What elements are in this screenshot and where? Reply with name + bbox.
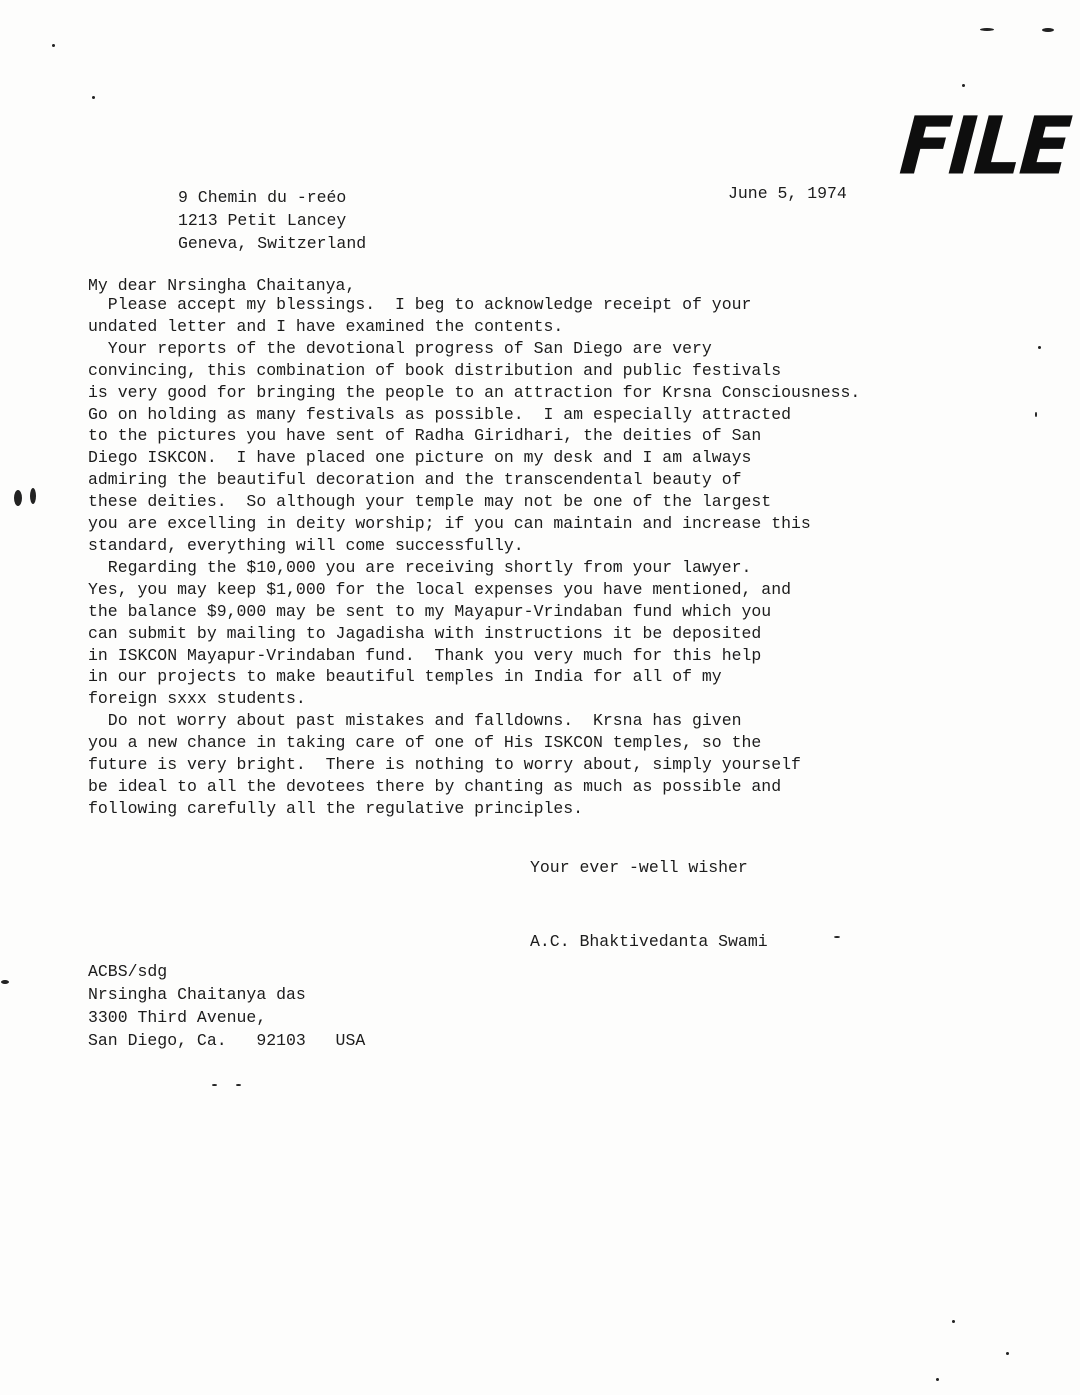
letter-date: June 5, 1974 — [728, 184, 847, 203]
scan-speck — [1035, 412, 1037, 417]
scan-speck — [30, 488, 36, 504]
body-line: foreign sxxx students. — [88, 689, 306, 709]
body-line: to the pictures you have sent of Radha Giridhari, the deities of San — [88, 426, 762, 446]
scan-speck — [980, 28, 994, 31]
body-line: Yes, you may keep $1,000 for the local expenses you have mentioned, and — [88, 579, 792, 599]
scan-speck — [952, 1320, 955, 1323]
address-line: 1213 Petit Lancey — [178, 211, 347, 230]
scan-speck — [962, 84, 965, 87]
body-line: these deities. So although your temple may not be one of the largest — [88, 492, 772, 512]
scan-speck — [14, 490, 22, 506]
body-line: can submit by mailing to Jagadisha with instructions it be deposited — [88, 623, 762, 643]
body-line: is very good for bringing the people to an attraction for Krsna Consciousness. — [88, 382, 861, 402]
body-line: in our projects to make beautiful temples in India for all of my — [88, 667, 722, 687]
scan-speck — [1006, 1352, 1009, 1355]
scan-speck — [936, 1378, 939, 1381]
body-line: convincing, this combination of book distribution and public festivals — [88, 360, 782, 380]
signature: A.C. Bhaktivedanta Swami — [530, 932, 768, 951]
body-line: Diego ISKCON. I have placed one picture on my desk and I am always — [88, 448, 752, 468]
file-stamp: FILE — [896, 98, 1072, 193]
body-line: in ISKCON Mayapur-Vrindaban fund. Thank you very much for this help — [88, 645, 762, 665]
body-line: you are excelling in deity worship; if you can maintain and increase this — [88, 514, 811, 534]
body-line: Regarding the $10,000 you are receiving shortly from your lawyer. — [88, 557, 752, 577]
reference-initials: ACBS/sdg — [88, 962, 168, 981]
recipient-name: Nrsingha Chaitanya das — [88, 985, 306, 1004]
body-line: Do not worry about past mistakes and falldowns. Krsna has given — [88, 711, 742, 731]
salutation: My dear Nrsingha Chaitanya, — [88, 276, 356, 295]
scan-speck — [1042, 28, 1054, 32]
scan-speck — [1, 980, 9, 984]
scan-speck — [1038, 346, 1041, 349]
scan-speck — [212, 1084, 217, 1086]
letter-body — [88, 294, 988, 820]
scan-speck — [236, 1084, 241, 1086]
body-line: following carefully all the regulative principles. — [88, 798, 584, 818]
body-line: future is very bright. There is nothing to worry about, simply yourself — [88, 755, 801, 775]
body-line: Your reports of the devotional progress of San Diego are very — [88, 338, 712, 358]
body-line: be ideal to all the devotees there by chanting as much as possible and — [88, 776, 782, 796]
scan-speck — [834, 936, 840, 938]
recipient-street: 3300 Third Avenue, — [88, 1008, 267, 1027]
closing: Your ever -well wisher — [530, 858, 748, 877]
recipient-block — [88, 960, 365, 1052]
body-line: standard, everything will come successfully. — [88, 535, 524, 555]
body-line: the balance $9,000 may be sent to my Mayapur-Vrindaban fund which you — [88, 601, 772, 621]
scan-speck — [52, 44, 55, 47]
scan-speck — [92, 96, 95, 99]
body-line: you a new chance in taking care of one of His ISKCON temples, so the — [88, 733, 762, 753]
body-line: Go on holding as many festivals as possible. I am especially attracted — [88, 404, 792, 424]
recipient-city: San Diego, Ca. 92103 USA — [88, 1031, 366, 1050]
sender-address — [178, 186, 366, 255]
body-line: Please accept my blessings. I beg to acknowledge receipt of your — [88, 295, 752, 314]
address-line: Geneva, Switzerland — [178, 234, 367, 253]
address-line: 9 Chemin du ‐reéo — [178, 188, 347, 207]
body-line: undated letter and I have examined the contents. — [88, 316, 564, 336]
body-line: admiring the beautiful decoration and the transcendental beauty of — [88, 470, 742, 490]
